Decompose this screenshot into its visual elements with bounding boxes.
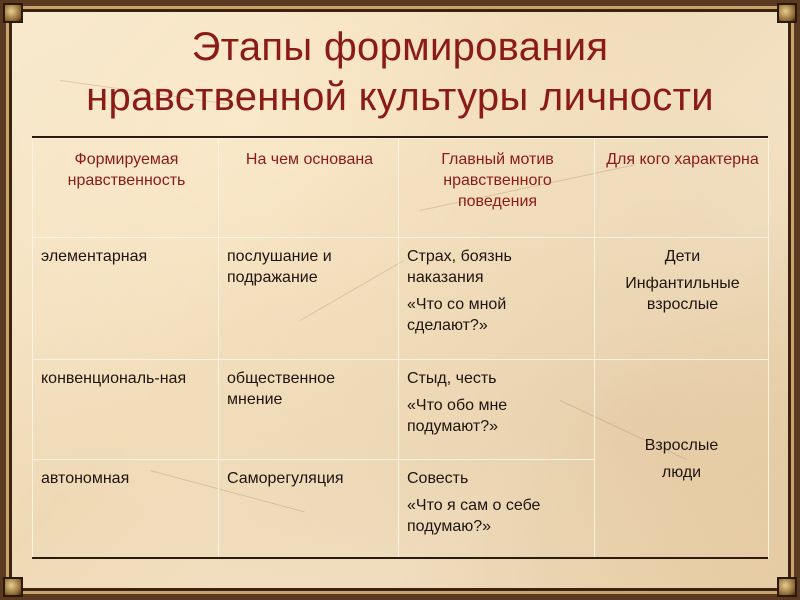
cell-motive bbox=[399, 460, 595, 558]
stages-table bbox=[32, 138, 769, 558]
corner-rivet-bottom-left bbox=[3, 577, 23, 597]
cell-morality: элементарная bbox=[33, 238, 219, 360]
motive-question: «Что я сам о себе подумаю?» bbox=[407, 497, 541, 535]
slide-title-line-1: Этапы формирования bbox=[191, 25, 609, 69]
motive-text: Страх, боязнь наказания bbox=[407, 248, 512, 286]
table-header-row bbox=[33, 139, 769, 238]
who-line: Инфантильные взрослые bbox=[625, 275, 740, 313]
motive-text: Совесть bbox=[407, 470, 469, 487]
header-morality: Формируемая нравственность bbox=[33, 139, 219, 238]
cell-who bbox=[595, 238, 769, 360]
corner-rivet-top-left bbox=[3, 3, 23, 23]
table-row bbox=[33, 238, 769, 360]
cell-motive bbox=[399, 360, 595, 460]
who-line: Взрослые bbox=[644, 436, 719, 454]
header-basis: На чем основана bbox=[219, 139, 399, 238]
who-line: люди bbox=[661, 463, 702, 481]
cell-basis: Саморегуляция bbox=[219, 460, 399, 558]
cell-motive bbox=[399, 238, 595, 360]
table-row bbox=[33, 360, 769, 460]
slide-title-line-2: нравственной культуры личности bbox=[86, 75, 714, 119]
cell-who-merged bbox=[595, 360, 769, 558]
header-motive: Главный мотив нравственного поведения bbox=[399, 139, 595, 238]
table-bottom-rule bbox=[32, 557, 768, 559]
cell-morality: конвенциональ-ная bbox=[33, 360, 219, 460]
corner-rivet-top-right bbox=[777, 3, 797, 23]
corner-rivet-bottom-right bbox=[777, 577, 797, 597]
motive-question: «Что обо мне подумают?» bbox=[407, 397, 508, 435]
motive-question: «Что со мной сделают?» bbox=[407, 296, 507, 334]
motive-text: Стыд, честь bbox=[407, 370, 497, 387]
slide-title bbox=[36, 22, 764, 122]
cell-morality: автономная bbox=[33, 460, 219, 558]
cell-basis: послушание и подражание bbox=[219, 238, 399, 360]
cell-basis: общественное мнение bbox=[219, 360, 399, 460]
header-who: Для кого характерна bbox=[595, 139, 769, 238]
who-line: Дети bbox=[664, 248, 701, 265]
